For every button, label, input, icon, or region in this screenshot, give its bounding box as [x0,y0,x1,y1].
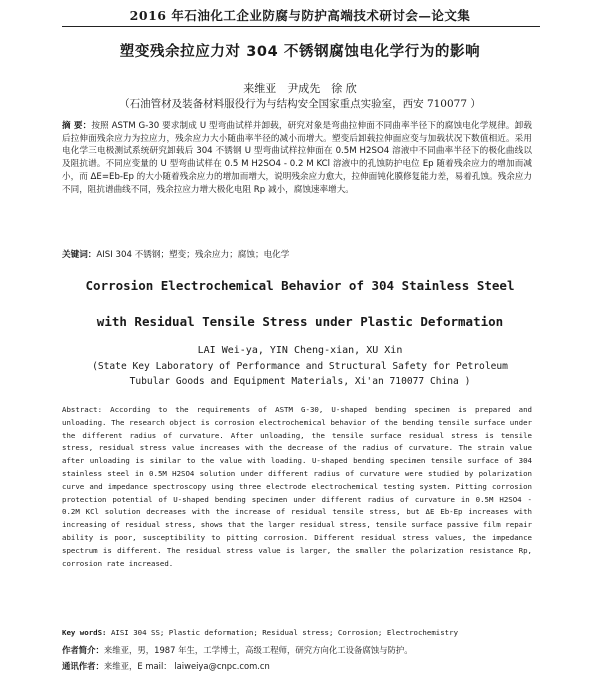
corresponding-author-label: 通讯作者： [62,661,104,671]
author-bio-text: 来维亚，男，1987 年生，工学博士，高级工程师，研究方向化工设备腐蚀与防护。 [103,645,413,655]
english-keywords [62,628,532,637]
english-keywords-text: AISI 304 SS; Plastic deformation; Residual stress; Corrosion; Electrochemistry [110,628,459,637]
running-header: 2016 年石油化工企业防腐与防护高端技术研讨会—论文集 [129,8,471,23]
english-affiliation-line-2: Tubular Goods and Equipment Materials, Xi'an 710077 China ) [129,376,471,387]
chinese-authors: 来维亚 尹成先 徐 欣 [243,82,357,95]
english-abstract [62,404,532,570]
chinese-title: 塑变残余拉应力对 304 不锈钢腐蚀电化学行为的影响 [119,44,481,60]
chinese-abstract [62,120,532,196]
chinese-affiliation: （石油管材及装备材料服役行为与结构安全国家重点实验室，西安 710077 ） [119,98,481,110]
chinese-abstract-label: 摘 要： [62,121,92,131]
chinese-abstract-text: 按照 ASTM G-30 要求制成 U 型弯曲试样并卸载，研究对象是弯曲拉伸面不同曲率半径下的腐蚀电化学规律。卸载后拉伸面残余应力为拉应力，残余应力大小随曲率半径的减小而增大。塑变后卸载拉伸面应变与加载状况下数值相近。采用电化学三电极测试系统研究卸载后 304 不锈钢 U 型弯曲试样拉伸面在 0.5M H2SO4 溶液中不同曲率半径下的极化曲线以及阻抗谱。不同应变量的 U 型弯曲试样在 0.5 M H2SO4 - 0.2 M KCl 溶液中的孔蚀防护电位 Ep 随着残余应力的增加而减小，而 ΔE=Eb-Ep 的大小随着残余应力的增加而增大，说明残余应力愈大，拉伸面钝化膜修复能力差，易着孔蚀。残余应力不同，阻抗谱曲线不同，残余拉应力增大极化电阻 Rp 减小，腐蚀速率增大。 [62,121,532,195]
header-rule [62,26,540,27]
english-title-line-1: Corrosion Electrochemical Behavior of 304 Stainless Steel [85,278,515,293]
english-abstract-text: According to the requirements of ASTM G-30, U-shaped bending specimen is prepared and unloading. The research object is corrosion electrochemical behavior of the bending tensile surface under the different radius of curvature. After unloading, the tensile surface residual stress is tensile stress, residual stress value increases with the decrease of the radius of curvature. The strain value after unloading is similar to the value with loading. U-shaped bending specimen tensile surface of 304 stainless steel in 0.5M H2SO4 solution under different radius of curvature were studied by polarization curve and impedance spectroscopy using three electrode electrochemical testing system. Pitting corrosion protection potential of U-shaped bending specimen under different radius of curvature in 0.5M H2SO4 - 0.2M KCl solution decreases with the increase of residual tensile stress, but ΔE Eb-Ep increases with increasing of residual stress, shows that the larger residual stress, tensile surface passive film repair ability is poor, susceptibility to pitting corrosion. Different residual stress values, the impedance spectrum is different. The residual stress value is larger, the smaller the polarization resistance Rp, corrosion rate increased. [62,405,532,568]
english-abstract-label: Abstract: [62,405,103,414]
corresponding-author-text: 来维亚，E mail： laiweiya@cnpc.com.cn [103,661,270,671]
english-keywords-label: Key wordS: [62,628,107,637]
english-authors: LAI Wei-ya, YIN Cheng-xian, XU Xin [197,345,403,356]
chinese-keywords [62,248,532,260]
chinese-keywords-text: AISI 304 不锈钢；塑变；残余应力；腐蚀；电化学 [96,250,290,260]
english-affiliation-line-1: (State Key Laboratory of Performance and Structural Safety for Petroleum [92,361,508,372]
corresponding-author [62,660,532,672]
author-bio-label: 作者简介： [62,645,104,655]
author-bio [62,644,532,656]
english-title-line-2: with Residual Tensile Stress under Plastic Deformation [96,314,504,329]
chinese-keywords-label: 关键词： [62,250,97,260]
